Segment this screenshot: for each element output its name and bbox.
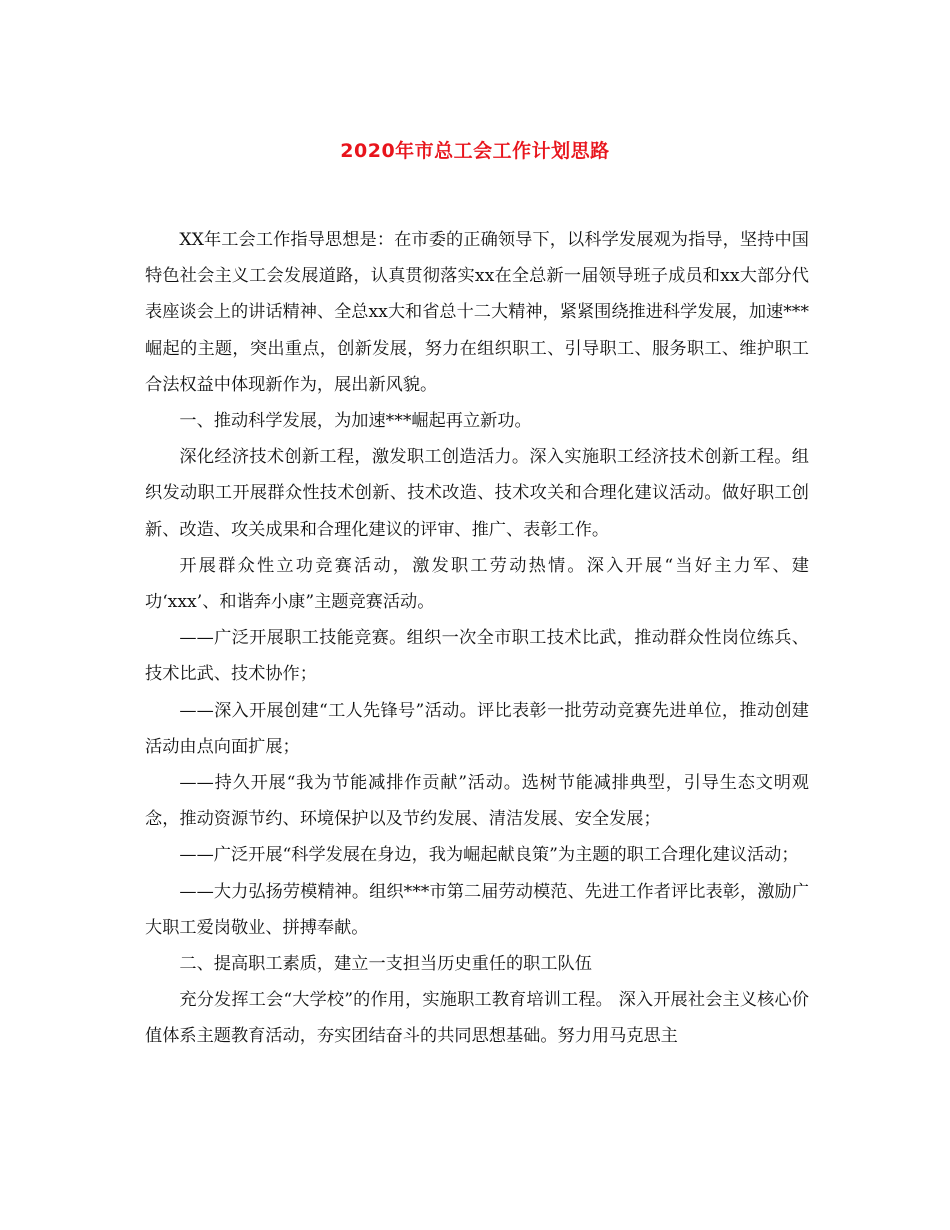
- paragraph-education: 充分发挥工会“大学校”的作用，实施职工教育培训工程。 深入开展社会主义核心价值体系主题教育活动，夯实团结奋斗的共同思想基础。努力用马克思主: [145, 990, 809, 1047]
- list-item-energy-saving: ——持久开展“我为节能减排作贡献”活动。选树节能减排典型，引导生态文明观念，推动资源节约、环境保护以及节约发展、清洁发展、安全发展；: [145, 773, 809, 830]
- list-item-model-workers: ——大力弘扬劳模精神。组织***市第二届劳动模范、先进工作者评比表彰，激励广大职工爱岗敬业、拼搏奉献。: [145, 881, 809, 938]
- paragraph-guiding-ideology: XX年工会工作指导思想是：在市委的正确领导下，以科学发展观为指导，坚持中国特色社会主义工会发展道路，认真贯彻落实xx在全总新一届领导班子成员和xx大部分代表座谈会上的讲话精神、全总xx大和省总十二大精神，紧紧围绕推进科学发展，加速***崛起的主题，突出重点，创新发展，努力在组织职工、引导职工、服务职工、维护职工合法权益中体现新作为，展出新风貌。: [145, 230, 809, 395]
- document-title: 2020年市总工会工作计划思路: [340, 140, 610, 162]
- list-item-pioneer: ——深入开展创建“工人先锋号”活动。评比表彰一批劳动竞赛先进单位，推动创建活动由点向面扩展；: [145, 700, 809, 757]
- section-heading-2: 二、提高职工素质，建立一支担当历史重任的职工队伍: [179, 954, 592, 975]
- paragraph-innovation: 深化经济技术创新工程，激发职工创造活力。深入实施职工经济技术创新工程。组织发动职工开展群众性技术创新、技术改造、技术攻关和合理化建议活动。做好职工创新、改造、攻关成果和合理化建议的评审、推广、表彰工作。: [145, 447, 809, 540]
- list-item-suggestions: ——广泛开展“科学发展在身边，我为崛起献良策”为主题的职工合理化建议活动；: [179, 845, 799, 866]
- list-item-skills-contest: ——广泛开展职工技能竞赛。组织一次全市职工技术比武，推动群众性岗位练兵、技术比武、技术协作；: [145, 628, 809, 685]
- paragraph-competition: 开展群众性立功竞赛活动，激发职工劳动热情。深入开展“当好主力军、建功‘xxx’、和谐奔小康”主题竞赛活动。: [145, 555, 809, 613]
- section-heading-1: 一、推动科学发展，为加速***崛起再立新功。: [179, 411, 532, 432]
- document-body: [145, 222, 809, 1055]
